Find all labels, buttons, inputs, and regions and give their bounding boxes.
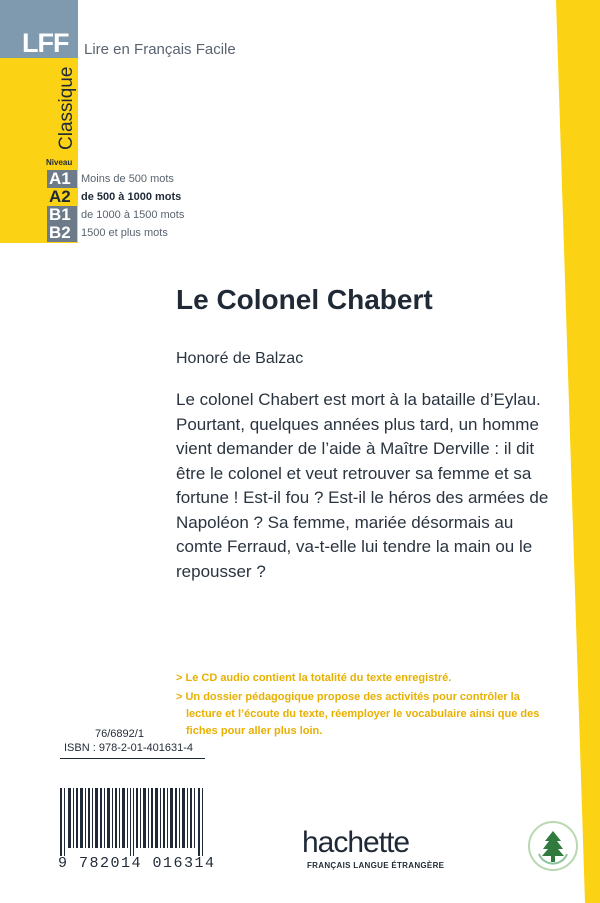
product-reference: 76/6892/1 [95,728,144,740]
level-desc-b2: 1500 et plus mots [81,227,168,239]
note-teaching-file: > Un dossier pédagogique propose des activités pour contrôler la lecture et l’écoute du texte, réemployer le vocabulaire ainsi que des fiches pour aller plus loin. [176,691,540,737]
tree-badge [528,821,578,871]
publisher-logo: hachette [302,826,410,859]
level-desc-b1: de 1000 à 1500 mots [81,209,185,221]
feature-notes [176,670,556,742]
level-desc-a1: Moins de 500 mots [81,173,174,185]
level-code-a2: A2 [47,188,77,206]
level-code-b2: B2 [47,224,77,242]
level-code-a1: A1 [47,170,77,188]
series-logo: LFF [22,28,69,58]
note-audio-cd: > Le CD audio contient la totalité du texte enregistré. [176,672,452,684]
book-title: Le Colonel Chabert [176,284,433,315]
book-summary [176,388,556,584]
isbn-rule [60,758,205,759]
level-desc-a2: de 500 à 1000 mots [81,191,182,203]
level-code-b1: B1 [47,206,77,224]
collection-label: Classique [56,66,77,150]
barcode-image [60,788,206,856]
level-heading: Niveau [46,158,73,167]
book-author: Honoré de Balzac [176,350,304,367]
series-tagline: Lire en Français Facile [84,41,236,58]
summary-text: Le colonel Chabert est mort à la bataille d’Eylau. Pourtant, quelques années plus tard, un homme vient demander de l’aide à Maître Derville : il dit être le colonel et veut retrouver sa femme et sa fortune ! Est-il fou ? Est-il le héros des armées de Napoléon ? Sa femme, mariée désormais au comte Ferraud, va-t-elle lui tendre la main ou le repousser ? [176,390,549,581]
isbn-text: ISBN : 978-2-01-401631-4 [64,742,194,754]
tree-icon [530,823,576,869]
level-codes [47,170,77,242]
publisher-subtitle: FRANÇAIS LANGUE ÉTRANGÈRE [307,861,445,870]
barcode-digits: 9 782014 016314 [58,855,216,872]
